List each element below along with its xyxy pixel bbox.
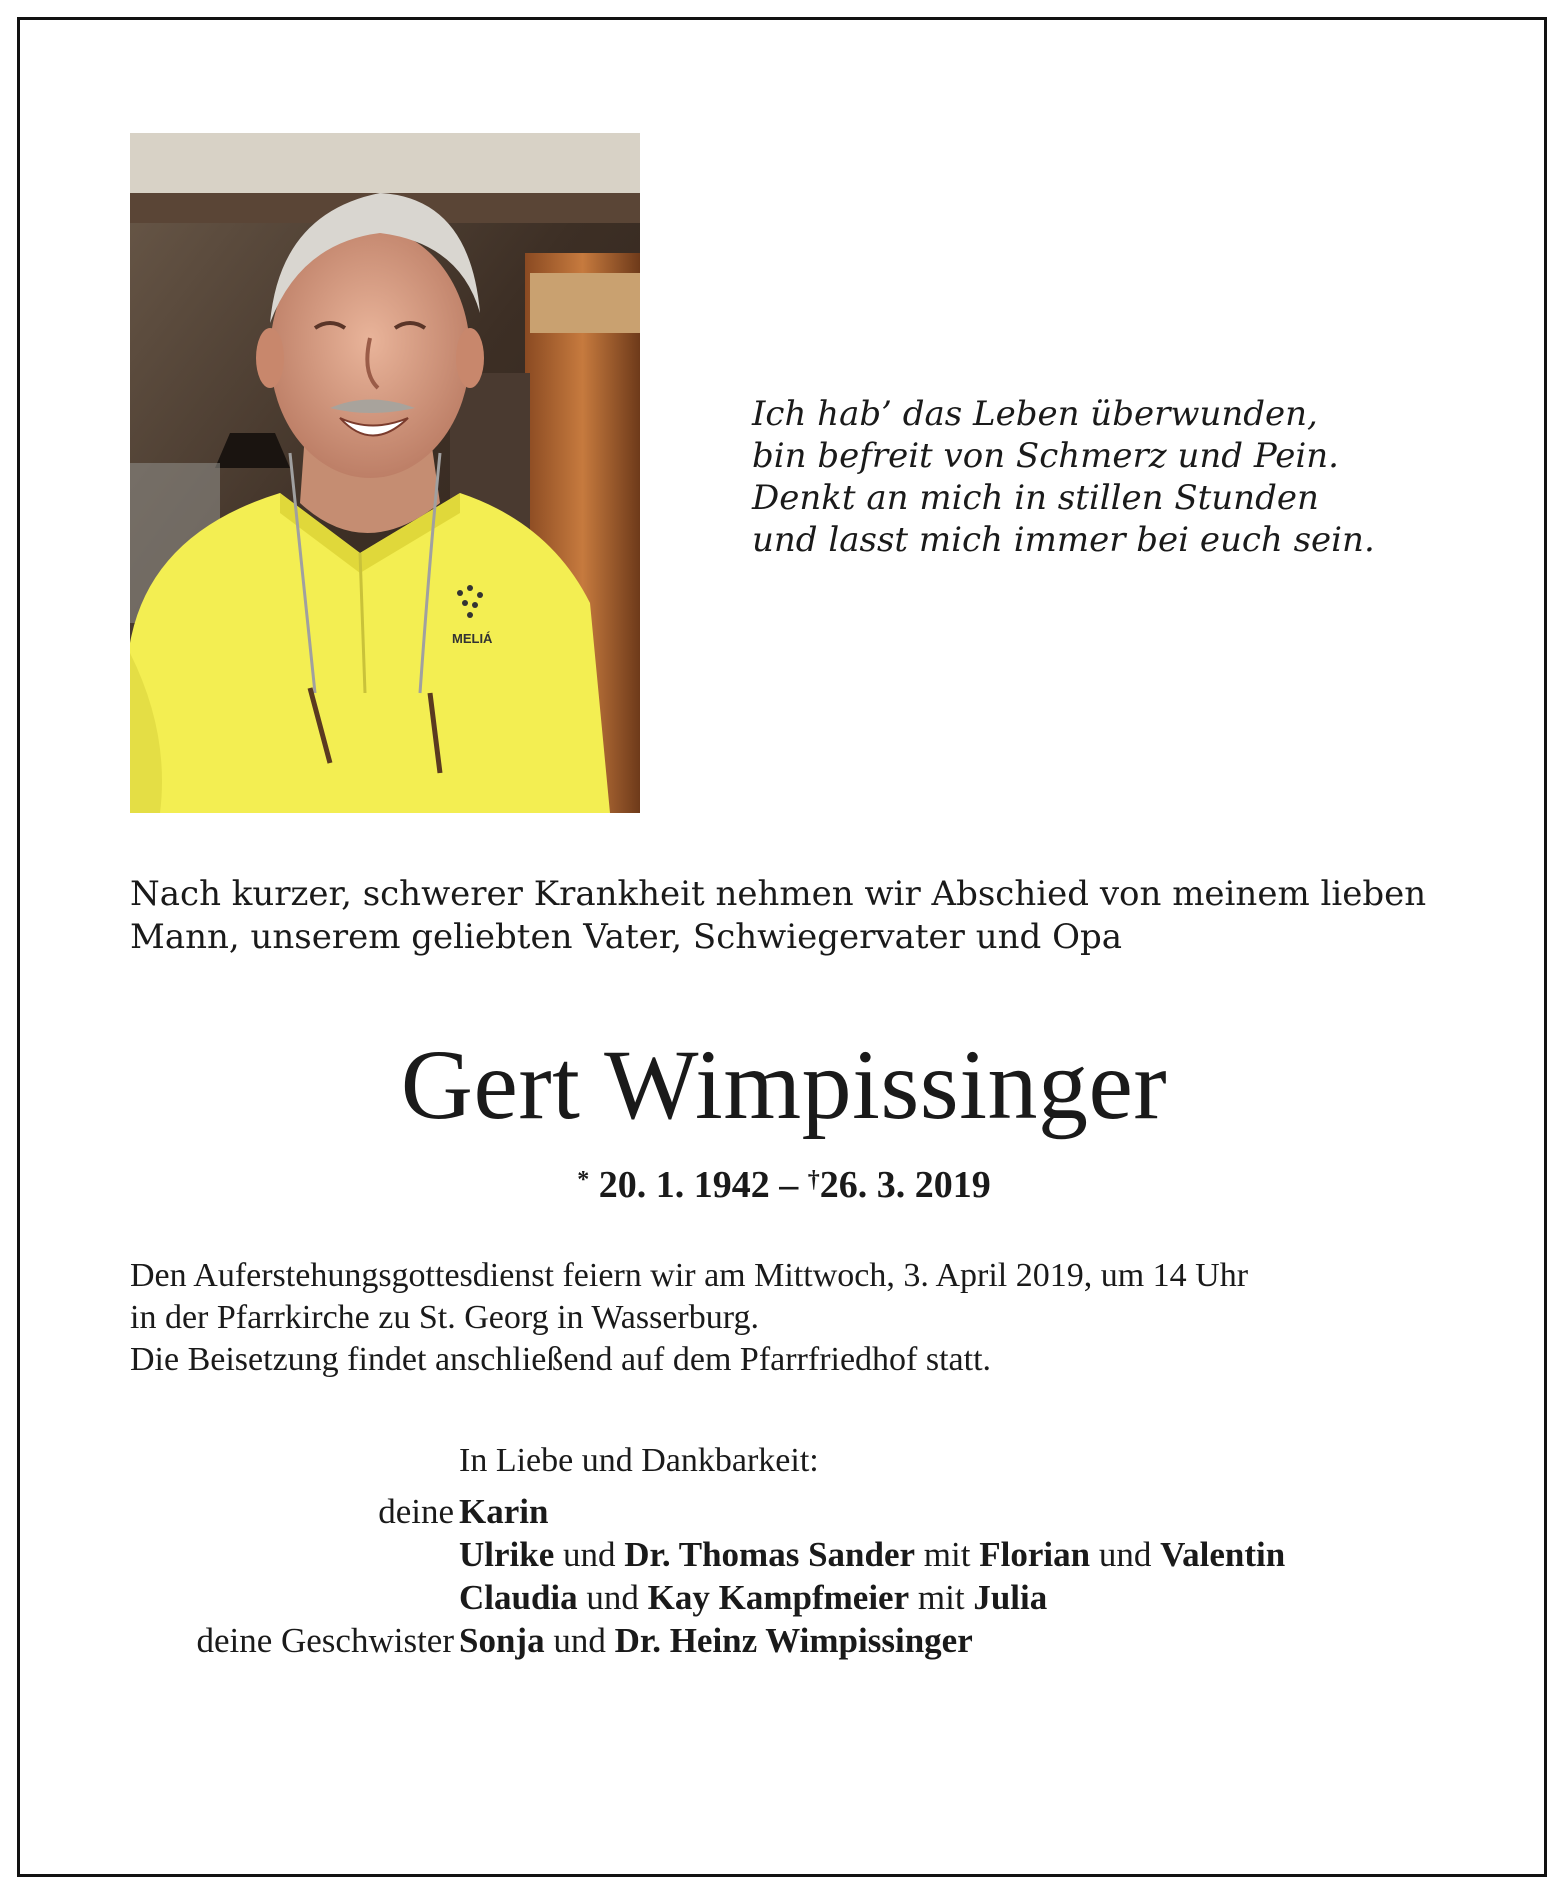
mourner-label: deine Geschwister: [196, 1621, 454, 1660]
mourner-label: deine: [378, 1492, 454, 1531]
connector-text: und: [553, 1621, 606, 1660]
death-symbol: †: [807, 1167, 820, 1193]
mourner-name: Ulrike: [459, 1535, 555, 1574]
date-separator: –: [779, 1164, 799, 1206]
mourner-row: [0, 1576, 1568, 1619]
connector-text: mit: [923, 1535, 971, 1574]
mourners-list: [0, 1490, 1568, 1662]
portrait-illustration: [130, 133, 640, 813]
mourner-name: Claudia: [459, 1578, 578, 1617]
mourner-name: Valentin: [1160, 1535, 1286, 1574]
mourner-name: Kay Kampfmeier: [647, 1578, 910, 1617]
mourner-name: Florian: [979, 1535, 1091, 1574]
mourner-name: Dr. Heinz Wimpissinger: [614, 1621, 973, 1660]
portrait-photo: [130, 133, 640, 813]
funeral-line: Die Beisetzung findet anschließend auf dem Pfarrfriedhof statt.: [130, 1341, 992, 1378]
intro-text: [130, 873, 1426, 959]
poem-line: und lasst mich immer bei euch sein.: [752, 520, 1375, 560]
birth-symbol: *: [577, 1167, 590, 1193]
connector-text: und: [563, 1535, 616, 1574]
thanks-line: In Liebe und Dankbarkeit:: [459, 1442, 819, 1479]
connector-text: mit: [917, 1578, 965, 1617]
poem-line: Ich hab’ das Leben überwunden,: [752, 394, 1318, 434]
mourner-name: Dr. Thomas Sander: [624, 1535, 916, 1574]
mourner-row: [0, 1490, 1568, 1533]
poem-line: Denkt an mich in stillen Stunden: [752, 478, 1319, 518]
shirt-logo-text: MELIÁ: [452, 631, 493, 646]
intro-line: Mann, unserem geliebten Vater, Schwiegervater und Opa: [130, 917, 1122, 957]
intro-line: Nach kurzer, schwerer Krankheit nehmen wir Abschied von meinem lieben: [130, 874, 1427, 914]
birth-date: 20. 1. 1942: [598, 1164, 770, 1206]
mourner-name: Julia: [973, 1578, 1048, 1617]
life-dates: [0, 1158, 1568, 1207]
mourner-name: Karin: [459, 1492, 549, 1531]
mourner-row: [0, 1619, 1568, 1662]
poem-line: bin befreit von Schmerz und Pein.: [752, 436, 1339, 476]
death-date: 26. 3. 2019: [819, 1164, 991, 1206]
mourner-row: [0, 1533, 1568, 1576]
funeral-line: in der Pfarrkirche zu St. Georg in Wasserburg.: [130, 1299, 759, 1336]
funeral-line: Den Auferstehungsgottesdienst feiern wir am Mittwoch, 3. April 2019, um 14 Uhr: [130, 1257, 1249, 1294]
funeral-info: [130, 1255, 1248, 1381]
connector-text: und: [1098, 1535, 1152, 1574]
deceased-name: Gert Wimpissinger: [400, 1029, 1168, 1140]
poem: [752, 393, 1375, 561]
connector-text: und: [586, 1578, 639, 1617]
mourner-name: Sonja: [459, 1621, 545, 1660]
